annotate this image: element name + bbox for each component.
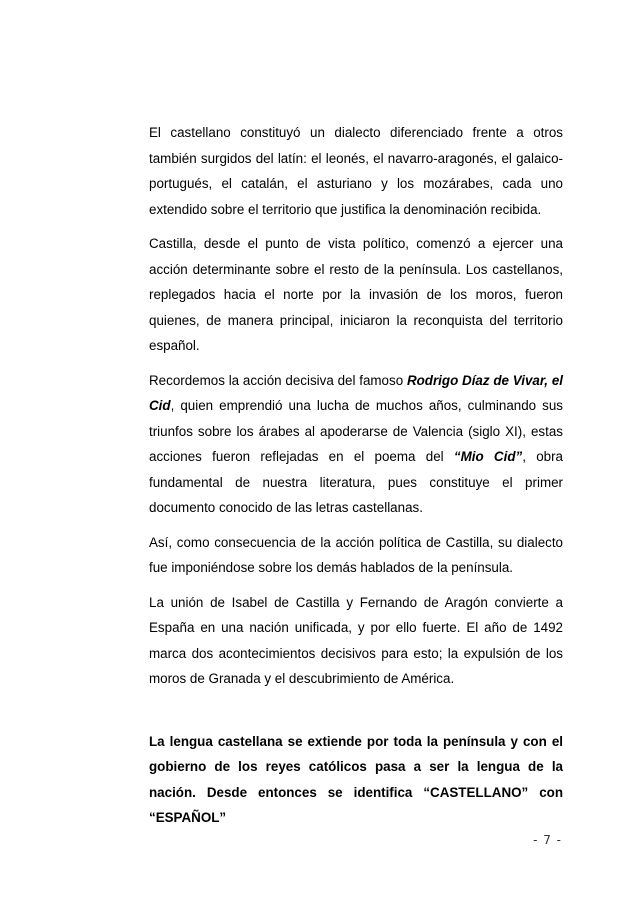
paragraph-political-action: Así, como consecuencia de la acción política de Castilla, su dialecto fue imponiéndose sobre los demás hablados de la península. xyxy=(149,534,563,575)
page-number: - 7 - xyxy=(533,833,562,847)
el-cid-text-1: Recordemos la acción decisiva del famoso xyxy=(149,372,407,388)
el-cid-name: Rodrigo Díaz de Vivar, el Cid xyxy=(149,372,563,413)
paragraph-castilla: Castilla, desde el punto de vista político, comenzó a ejercer una acción determinante sobre el resto de la península. Los castellanos, replegados hacia el norte por la invasión de los moros, fueron quienes, de manera principal, iniciaron la reconquista del territorio español. xyxy=(149,236,563,353)
conclusion-paragraph: La lengua castellana se extiende por toda la península y con el gobierno de los reyes católicos pasa a ser la lengua de la nación. Desde entonces se identifica “CASTELLANO” con “ESPAÑOL” xyxy=(149,733,563,825)
page-body xyxy=(149,120,563,840)
el-cid-text-2: , quien emprendió una lucha de muchos años, culminando sus triunfos sobre los árabes al apoderarse de Valencia (siglo XI), estas acciones fueron reflejadas en el poema del xyxy=(149,398,563,464)
paragraph-dialects: El castellano constituyó un dialecto diferenciado frente a otros también surgidos del latín: el leonés, el navarro-aragonés, el galaico-portugués, el catalán, el asturiano y los mozárabes, cada uno extendido sobre el territorio que justifica la denominación recibida. xyxy=(149,125,563,217)
el-cid-text-3: , obra fundamental de nuestra literatura, pues constituye el primer documento conocido de las letras castellanas. xyxy=(149,449,563,515)
paragraph-el-cid xyxy=(149,368,563,521)
paragraph-catholic-monarchs: La unión de Isabel de Castilla y Fernando de Aragón convierte a España en una nación unificada, y por ello fuerte. El año de 1492 marca dos acontecimientos decisivos para esto; la expulsión de los moros de Granada y el descubrimiento de América. xyxy=(149,594,563,686)
poem-title: “Mio Cid” xyxy=(453,449,523,464)
